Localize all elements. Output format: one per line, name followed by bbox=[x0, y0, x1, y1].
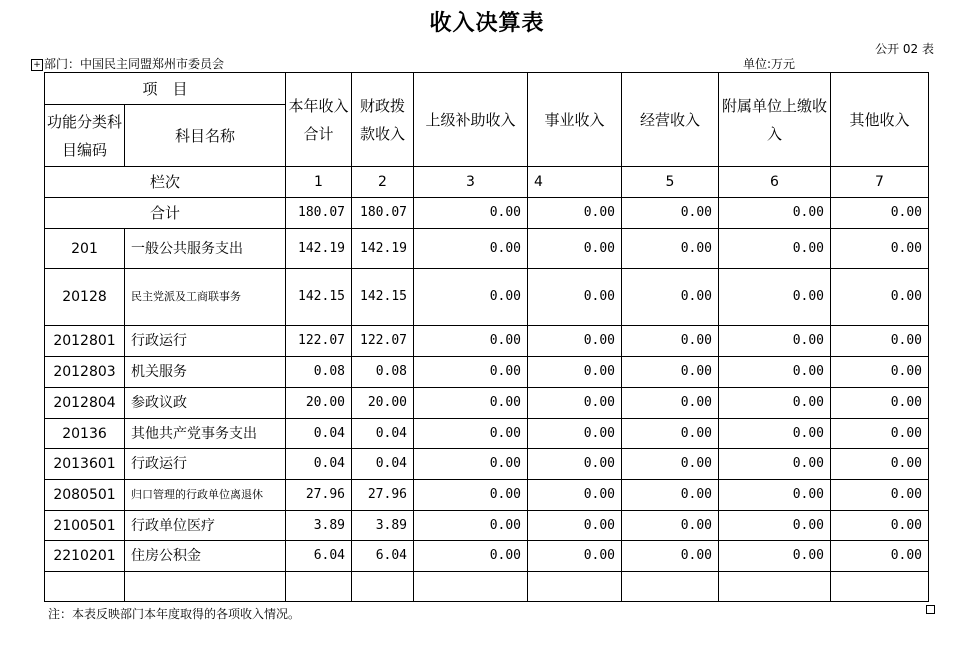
row-value-v5: 0.00 bbox=[622, 357, 719, 388]
department-label: 部门：中国民主同盟郑州市委员会 bbox=[44, 57, 225, 71]
row-value-v5: 0.00 bbox=[622, 541, 719, 572]
row-code: 2013601 bbox=[45, 449, 125, 480]
row-code: 201 bbox=[45, 229, 125, 269]
column-number-1: 1 bbox=[286, 167, 352, 198]
row-value-v4: 0.00 bbox=[528, 229, 622, 269]
row-value-v6: 0.00 bbox=[719, 419, 831, 449]
table-row bbox=[45, 357, 929, 388]
row-name: 行政运行 bbox=[125, 326, 286, 357]
row-value-v7: 0.00 bbox=[831, 198, 929, 229]
table-row bbox=[45, 269, 929, 326]
row-value-v6: 0.00 bbox=[719, 229, 831, 269]
row-code: 20136 bbox=[45, 419, 125, 449]
row-value-v1: 180.07 bbox=[286, 198, 352, 229]
header-operating: 经营收入 bbox=[622, 73, 719, 167]
row-name: 一般公共服务支出 bbox=[125, 229, 286, 269]
column-number-3: 3 bbox=[414, 167, 528, 198]
header-superior: 上级补助收入 bbox=[414, 73, 528, 167]
row-name: 住房公积金 bbox=[125, 541, 286, 572]
row-value-v1: 27.96 bbox=[286, 480, 352, 511]
row-value-v2: 0.04 bbox=[352, 449, 414, 480]
row-value-v7: 0.00 bbox=[831, 388, 929, 419]
row-value-v2: 6.04 bbox=[352, 541, 414, 572]
table-row bbox=[45, 511, 929, 541]
row-name: 参政议政 bbox=[125, 388, 286, 419]
column-number-2: 2 bbox=[352, 167, 414, 198]
row-value-v6: 0.00 bbox=[719, 357, 831, 388]
row-code: 2012804 bbox=[45, 388, 125, 419]
unit-label: 单位:万元 bbox=[743, 57, 796, 71]
row-value-v7: 0.00 bbox=[831, 326, 929, 357]
row-value-v2: 180.07 bbox=[352, 198, 414, 229]
table-anchor-icon[interactable]: + bbox=[31, 59, 43, 71]
row-value-v1: 122.07 bbox=[286, 326, 352, 357]
row-code: 2080501 bbox=[45, 480, 125, 511]
row-value-v3: 0.00 bbox=[414, 198, 528, 229]
row-value-v4: 0.00 bbox=[528, 198, 622, 229]
row-value-v4: 0.00 bbox=[528, 388, 622, 419]
row-value-v7: 0.00 bbox=[831, 480, 929, 511]
row-value-v3: 0.00 bbox=[414, 419, 528, 449]
row-value-v2: 0.04 bbox=[352, 419, 414, 449]
row-value-v2: 0.08 bbox=[352, 357, 414, 388]
header-other: 其他收入 bbox=[831, 73, 929, 167]
header-name: 科目名称 bbox=[125, 105, 286, 167]
empty-row bbox=[45, 572, 929, 602]
row-value-v2: 20.00 bbox=[352, 388, 414, 419]
row-value-v1: 20.00 bbox=[286, 388, 352, 419]
row-value-v1: 0.04 bbox=[286, 449, 352, 480]
row-value-v5: 0.00 bbox=[622, 229, 719, 269]
row-value-v3: 0.00 bbox=[414, 541, 528, 572]
header-affiliated: 附属单位上缴收入 bbox=[719, 73, 831, 167]
row-value-v7: 0.00 bbox=[831, 541, 929, 572]
row-value-v5: 0.00 bbox=[622, 326, 719, 357]
row-value-v5: 0.00 bbox=[622, 480, 719, 511]
row-value-v4: 0.00 bbox=[528, 326, 622, 357]
row-value-v3: 0.00 bbox=[414, 326, 528, 357]
page-title: 收入决算表 bbox=[429, 10, 545, 36]
row-value-v5: 0.00 bbox=[622, 511, 719, 541]
column-number-5: 5 bbox=[622, 167, 719, 198]
row-value-v1: 0.08 bbox=[286, 357, 352, 388]
column-number-6: 6 bbox=[719, 167, 831, 198]
total-label: 合计 bbox=[45, 198, 286, 229]
header-total: 本年收入合计 bbox=[286, 73, 352, 167]
row-value-v3: 0.00 bbox=[414, 511, 528, 541]
row-value-v7: 0.00 bbox=[831, 229, 929, 269]
row-value-v6: 0.00 bbox=[719, 198, 831, 229]
row-value-v1: 142.15 bbox=[286, 269, 352, 326]
column-number-4: 4 bbox=[528, 167, 622, 198]
table-note: 注：本表反映部门本年度取得的各项收入情况。 bbox=[48, 607, 301, 621]
row-name: 机关服务 bbox=[125, 357, 286, 388]
row-value-v6: 0.00 bbox=[719, 326, 831, 357]
table-row bbox=[45, 449, 929, 480]
row-value-v5: 0.00 bbox=[622, 198, 719, 229]
header-item: 项 目 bbox=[45, 73, 286, 105]
column-number-label: 栏次 bbox=[45, 167, 286, 198]
row-value-v6: 0.00 bbox=[719, 449, 831, 480]
row-value-v2: 142.19 bbox=[352, 229, 414, 269]
row-value-v6: 0.00 bbox=[719, 541, 831, 572]
income-table bbox=[44, 72, 929, 602]
row-value-v7: 0.00 bbox=[831, 419, 929, 449]
row-value-v4: 0.00 bbox=[528, 449, 622, 480]
row-value-v3: 0.00 bbox=[414, 269, 528, 326]
header-fiscal: 财政拨款收入 bbox=[352, 73, 414, 167]
row-value-v1: 0.04 bbox=[286, 419, 352, 449]
row-value-v2: 3.89 bbox=[352, 511, 414, 541]
header-business: 事业收入 bbox=[528, 73, 622, 167]
table-row bbox=[45, 419, 929, 449]
row-value-v4: 0.00 bbox=[528, 480, 622, 511]
row-value-v3: 0.00 bbox=[414, 388, 528, 419]
table-row bbox=[45, 229, 929, 269]
row-value-v6: 0.00 bbox=[719, 388, 831, 419]
row-value-v5: 0.00 bbox=[622, 269, 719, 326]
row-value-v2: 142.15 bbox=[352, 269, 414, 326]
table-end-handle[interactable] bbox=[926, 605, 935, 614]
table-row bbox=[45, 480, 929, 511]
row-value-v1: 6.04 bbox=[286, 541, 352, 572]
row-value-v4: 0.00 bbox=[528, 511, 622, 541]
row-code: 2012803 bbox=[45, 357, 125, 388]
row-value-v6: 0.00 bbox=[719, 480, 831, 511]
row-value-v7: 0.00 bbox=[831, 357, 929, 388]
row-name: 行政单位医疗 bbox=[125, 511, 286, 541]
row-value-v4: 0.00 bbox=[528, 269, 622, 326]
table-row bbox=[45, 198, 929, 229]
row-value-v6: 0.00 bbox=[719, 269, 831, 326]
row-value-v6: 0.00 bbox=[719, 511, 831, 541]
row-value-v4: 0.00 bbox=[528, 541, 622, 572]
row-value-v1: 142.19 bbox=[286, 229, 352, 269]
row-value-v7: 0.00 bbox=[831, 449, 929, 480]
row-value-v2: 122.07 bbox=[352, 326, 414, 357]
row-value-v4: 0.00 bbox=[528, 357, 622, 388]
header-code: 功能分类科目编码 bbox=[45, 105, 125, 167]
row-value-v7: 0.00 bbox=[831, 511, 929, 541]
row-value-v5: 0.00 bbox=[622, 388, 719, 419]
row-value-v1: 3.89 bbox=[286, 511, 352, 541]
column-number-7: 7 bbox=[831, 167, 929, 198]
row-value-v3: 0.00 bbox=[414, 357, 528, 388]
row-code: 20128 bbox=[45, 269, 125, 326]
row-value-v5: 0.00 bbox=[622, 419, 719, 449]
table-row bbox=[45, 388, 929, 419]
row-code: 2100501 bbox=[45, 511, 125, 541]
row-value-v4: 0.00 bbox=[528, 419, 622, 449]
row-value-v7: 0.00 bbox=[831, 269, 929, 326]
row-value-v3: 0.00 bbox=[414, 480, 528, 511]
row-code: 2210201 bbox=[45, 541, 125, 572]
row-name: 归口管理的行政单位离退休 bbox=[125, 480, 286, 511]
row-value-v2: 27.96 bbox=[352, 480, 414, 511]
row-value-v3: 0.00 bbox=[414, 449, 528, 480]
table-row bbox=[45, 541, 929, 572]
row-code: 2012801 bbox=[45, 326, 125, 357]
table-row bbox=[45, 326, 929, 357]
row-name: 其他共产党事务支出 bbox=[125, 419, 286, 449]
row-value-v3: 0.00 bbox=[414, 229, 528, 269]
row-name: 民主党派及工商联事务 bbox=[125, 269, 286, 326]
form-number: 公开 02 表 bbox=[875, 42, 934, 56]
row-name: 行政运行 bbox=[125, 449, 286, 480]
row-value-v5: 0.00 bbox=[622, 449, 719, 480]
